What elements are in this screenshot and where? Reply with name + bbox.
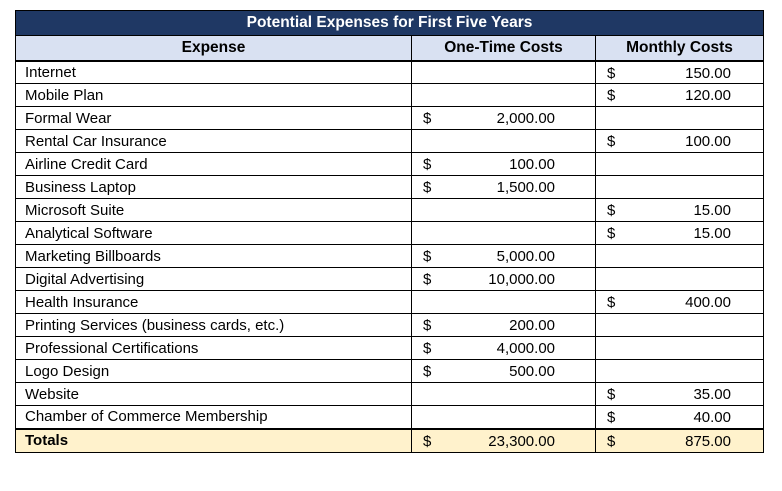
- one-time-cost-cell: [412, 176, 596, 199]
- monthly-cost-cell: [596, 360, 764, 383]
- monthly-cost-cell: [596, 130, 764, 153]
- monthly-amount: 400.00: [685, 294, 731, 311]
- expenses-table: [15, 10, 764, 453]
- one-time-cost-cell: [412, 107, 596, 130]
- one-time-cost-cell: [412, 222, 596, 245]
- expense-name: Analytical Software: [16, 222, 412, 245]
- one-time-amount: 10,000.00: [488, 271, 555, 288]
- expense-name: Microsoft Suite: [16, 199, 412, 222]
- one-time-amount: 1,500.00: [496, 179, 555, 196]
- monthly-amount: 150.00: [685, 64, 731, 82]
- one-time-cost-cell: [412, 199, 596, 222]
- monthly-cost-cell: [596, 199, 764, 222]
- currency-symbol: $: [423, 432, 432, 450]
- table-row: [16, 268, 764, 291]
- monthly-amount: 100.00: [685, 133, 731, 150]
- monthly-cost-cell: [596, 176, 764, 199]
- expense-name: Digital Advertising: [16, 268, 412, 291]
- currency-symbol: $: [423, 271, 432, 288]
- one-time-cost-cell: [412, 153, 596, 176]
- expense-name: Marketing Billboards: [16, 245, 412, 268]
- expense-name: Rental Car Insurance: [16, 130, 412, 153]
- currency-symbol: $: [423, 317, 432, 334]
- expense-name: Formal Wear: [16, 107, 412, 130]
- one-time-cost-cell: [412, 383, 596, 406]
- currency-symbol: $: [423, 340, 432, 357]
- monthly-amount: 40.00: [693, 409, 731, 426]
- totals-monthly-cell: [596, 429, 764, 453]
- table-row: [16, 84, 764, 107]
- table-row: [16, 176, 764, 199]
- one-time-cost-cell: [412, 337, 596, 360]
- currency-symbol: $: [607, 225, 616, 242]
- monthly-cost-cell: [596, 61, 764, 84]
- totals-one-time-cell: [412, 429, 596, 453]
- currency-symbol: $: [423, 248, 432, 265]
- one-time-cost-cell: [412, 360, 596, 383]
- expense-name: Logo Design: [16, 360, 412, 383]
- header-row: [16, 36, 764, 61]
- monthly-amount: 15.00: [693, 225, 731, 242]
- one-time-amount: 2,000.00: [496, 110, 555, 127]
- monthly-cost-cell: [596, 153, 764, 176]
- monthly-cost-cell: [596, 245, 764, 268]
- table-row: [16, 406, 764, 429]
- one-time-cost-cell: [412, 314, 596, 337]
- one-time-cost-cell: [412, 406, 596, 429]
- one-time-cost-cell: [412, 245, 596, 268]
- currency-symbol: $: [607, 202, 616, 219]
- expense-name: Internet: [16, 61, 412, 84]
- monthly-amount: 120.00: [685, 87, 731, 104]
- totals-row: [16, 429, 764, 453]
- expense-name: Printing Services (business cards, etc.): [16, 314, 412, 337]
- currency-symbol: $: [607, 87, 616, 104]
- currency-symbol: $: [607, 294, 616, 311]
- currency-symbol: $: [423, 363, 432, 380]
- table-row: [16, 337, 764, 360]
- currency-symbol: $: [607, 386, 616, 403]
- monthly-cost-cell: [596, 107, 764, 130]
- expense-name: Business Laptop: [16, 176, 412, 199]
- monthly-amount: 15.00: [693, 202, 731, 219]
- currency-symbol: $: [607, 64, 616, 82]
- table-row: [16, 245, 764, 268]
- header-monthly-costs: Monthly Costs: [596, 36, 764, 61]
- one-time-cost-cell: [412, 268, 596, 291]
- currency-symbol: $: [423, 179, 432, 196]
- monthly-cost-cell: [596, 314, 764, 337]
- expense-sheet: [15, 10, 763, 453]
- header-one-time-costs: One-Time Costs: [412, 36, 596, 61]
- expense-name: Health Insurance: [16, 291, 412, 314]
- expense-name: Chamber of Commerce Membership: [16, 406, 412, 429]
- table-row: [16, 130, 764, 153]
- monthly-cost-cell: [596, 84, 764, 107]
- one-time-amount: 200.00: [509, 317, 555, 334]
- one-time-amount: 5,000.00: [496, 248, 555, 265]
- one-time-amount: 100.00: [509, 156, 555, 173]
- totals-one-time-amount: 23,300.00: [488, 432, 555, 450]
- table-row: [16, 383, 764, 406]
- expense-name: Website: [16, 383, 412, 406]
- one-time-cost-cell: [412, 291, 596, 314]
- currency-symbol: $: [423, 156, 432, 173]
- table-row: [16, 107, 764, 130]
- table-row: [16, 360, 764, 383]
- one-time-cost-cell: [412, 130, 596, 153]
- table-row: [16, 199, 764, 222]
- table-body: [16, 61, 764, 429]
- one-time-cost-cell: [412, 84, 596, 107]
- title-row: [16, 11, 764, 36]
- currency-symbol: $: [423, 110, 432, 127]
- totals-monthly-amount: 875.00: [685, 432, 731, 450]
- table-row: [16, 314, 764, 337]
- monthly-cost-cell: [596, 268, 764, 291]
- table-row: [16, 61, 764, 84]
- table-row: [16, 222, 764, 245]
- monthly-cost-cell: [596, 291, 764, 314]
- table-row: [16, 291, 764, 314]
- monthly-cost-cell: [596, 222, 764, 245]
- one-time-amount: 4,000.00: [496, 340, 555, 357]
- expense-name: Professional Certifications: [16, 337, 412, 360]
- table-title: Potential Expenses for First Five Years: [16, 11, 764, 36]
- expense-name: Airline Credit Card: [16, 153, 412, 176]
- monthly-cost-cell: [596, 383, 764, 406]
- expense-name: Mobile Plan: [16, 84, 412, 107]
- header-expense: Expense: [16, 36, 412, 61]
- monthly-cost-cell: [596, 406, 764, 429]
- monthly-amount: 35.00: [693, 386, 731, 403]
- monthly-cost-cell: [596, 337, 764, 360]
- currency-symbol: $: [607, 409, 616, 426]
- one-time-amount: 500.00: [509, 363, 555, 380]
- one-time-cost-cell: [412, 61, 596, 84]
- table-row: [16, 153, 764, 176]
- currency-symbol: $: [607, 133, 616, 150]
- totals-label: Totals: [16, 429, 412, 453]
- currency-symbol: $: [607, 432, 616, 450]
